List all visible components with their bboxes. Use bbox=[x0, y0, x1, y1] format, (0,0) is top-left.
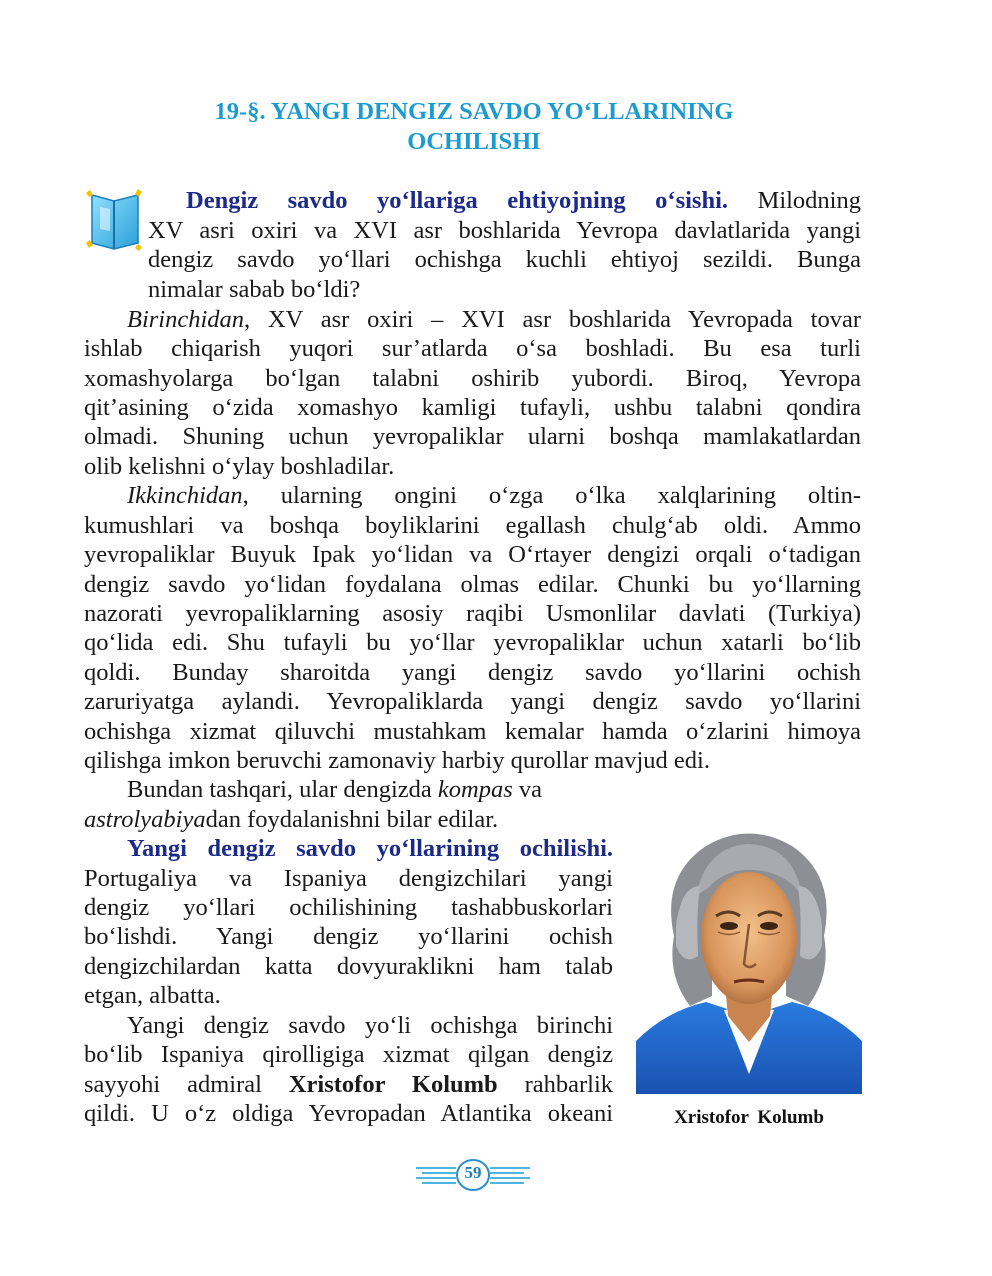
paragraph-2-line-1 bbox=[127, 305, 861, 335]
text-run: dan foydalanishni bilar edilar. bbox=[205, 806, 499, 833]
text-run: Bundan tashqari, ular dengizda bbox=[127, 776, 438, 803]
italic-term: Birinchidan bbox=[127, 306, 245, 333]
paragraph-3-line-5: nazorati yevropaliklarning asosiy raqibi Usmonlilar davlati (Turkiya) bbox=[84, 600, 861, 627]
paragraph-3-line-6: qo‘lida edi. Shu tufayli bu yo‘llar yevropaliklar uchun xatarli bo‘lib bbox=[84, 629, 861, 656]
paragraph-5-line-2: Portugaliya va Ispaniya dengizchilari yangi bbox=[84, 865, 613, 892]
paragraph-1-line-2: XV asri oxiri va XVI asr boshlarida Yevropa davlatlarida yangi bbox=[148, 217, 861, 244]
text-run: va bbox=[512, 776, 543, 803]
paragraph-1-line-4: nimalar sabab bo‘ldi? bbox=[148, 276, 361, 303]
page-number: 59 bbox=[464, 1163, 482, 1182]
paragraph-5-line-4: bo‘lishdi. Yangi dengiz yo‘llarini ochish bbox=[84, 923, 613, 950]
italic-term: Ikkinchidan bbox=[127, 482, 243, 509]
columbus-portrait bbox=[636, 816, 862, 1094]
paragraph-2-line-6: olib kelishni o‘ylay boshladilar. bbox=[84, 453, 395, 480]
paragraph-2-line-5: olmadi. Shuning uchun yevropaliklar ularni boshqa mamlakatlardan bbox=[84, 423, 861, 450]
paragraph-5-line-3: dengiz yo‘llari ochilishining tashabbuskorlari bbox=[84, 894, 613, 921]
paragraph-6-line-1: Yangi dengiz savdo yo‘li ochishga birinchi bbox=[127, 1012, 613, 1039]
text-run: , ularning ongini o‘zga o‘lka xalqlarining oltin- bbox=[242, 482, 861, 509]
subheading-new-routes: Yangi dengiz savdo yo‘llarining ochilishi. bbox=[127, 835, 613, 862]
section-title bbox=[0, 97, 948, 157]
italic-term-kompas: kompas bbox=[437, 776, 513, 803]
paragraph-1-line-1 bbox=[186, 186, 861, 216]
text-run: rahbarlik bbox=[497, 1071, 613, 1098]
section-title-line-2: OCHILISHI bbox=[407, 128, 541, 155]
paragraph-3-line-8: zaruriyatga aylandi. Yevropaliklarda yangi dengiz savdo yo‘llarini bbox=[84, 688, 861, 715]
name-columbus: Xristofor Kolumb bbox=[288, 1071, 498, 1098]
text-run: sayyohi admiral bbox=[84, 1071, 289, 1098]
subheading-need: Dengiz savdo yo‘llariga ehtiyojning o‘sishi. bbox=[186, 187, 729, 214]
portrait-caption: Xristofor Kolumb bbox=[674, 1107, 824, 1128]
open-book-icon bbox=[84, 187, 146, 253]
paragraph-3-line-4: dengiz savdo yo‘lidan foydalana olmas edilar. Chunki bu yo‘llarning bbox=[84, 571, 861, 598]
paragraph-2-line-2: ishlab chiqarish yuqori sur’atlarda o‘sa boshladi. Bu esa turli bbox=[84, 335, 861, 362]
paragraph-4-line-1 bbox=[127, 775, 613, 805]
paragraph-1-line-3: dengiz savdo yo‘llari ochishga kuchli ehtiyoj sezildi. Bunga bbox=[148, 246, 861, 273]
paragraph-4-line-2 bbox=[84, 805, 613, 835]
page-number-badge bbox=[412, 1152, 534, 1198]
text-run: Milodning bbox=[728, 187, 861, 214]
paragraph-6-line-4: qildi. U o‘z oldiga Yevropadan Atlantika okeani bbox=[84, 1100, 613, 1127]
paragraph-6-line-2: bo‘lib Ispaniya qirolligiga xizmat qilgan dengiz bbox=[84, 1041, 613, 1068]
paragraph-2-line-4: qit’asining o‘zida xomashyo kamligi tufayli, ushbu talabni qondira bbox=[84, 394, 861, 421]
paragraph-5-line-5: dengizchilardan katta dovyuraklikni ham talab bbox=[84, 953, 613, 980]
paragraph-3-line-1 bbox=[127, 481, 861, 511]
paragraph-6-line-3 bbox=[84, 1070, 613, 1100]
paragraph-3-line-3: yevropaliklar Buyuk Ipak yo‘lidan va O‘rtayer dengizi orqali o‘tadigan bbox=[84, 541, 861, 568]
paragraph-5-line-6: etgan, albatta. bbox=[84, 982, 221, 1009]
paragraph-3-line-7: qoldi. Bunday sharoitda yangi dengiz savdo yo‘llarini ochish bbox=[84, 659, 861, 686]
paragraph-2-line-3: xomashyolarga bo‘lgan talabni oshirib yubordi. Biroq, Yevropa bbox=[84, 365, 861, 392]
paragraph-3-line-10: qilishga imkon beruvchi zamonaviy harbiy qurollar mavjud edi. bbox=[84, 747, 710, 774]
text-run: , XV asr oxiri – XVI asr boshlarida Yevropada tovar bbox=[244, 306, 861, 333]
paragraph-3-line-2: kumushlari va boshqa boyliklarini egallash chulg‘ab oldi. Ammo bbox=[84, 512, 861, 539]
paragraph-3-line-9: ochishga xizmat qiluvchi mustahkam kemalar hamda o‘zlarini himoya bbox=[84, 718, 861, 745]
italic-term-astrolyabiya: astrolyabiya bbox=[84, 806, 206, 833]
section-title-line-1: 19-§. YANGI DENGIZ SAVDO YO‘LLARINING bbox=[214, 98, 734, 125]
